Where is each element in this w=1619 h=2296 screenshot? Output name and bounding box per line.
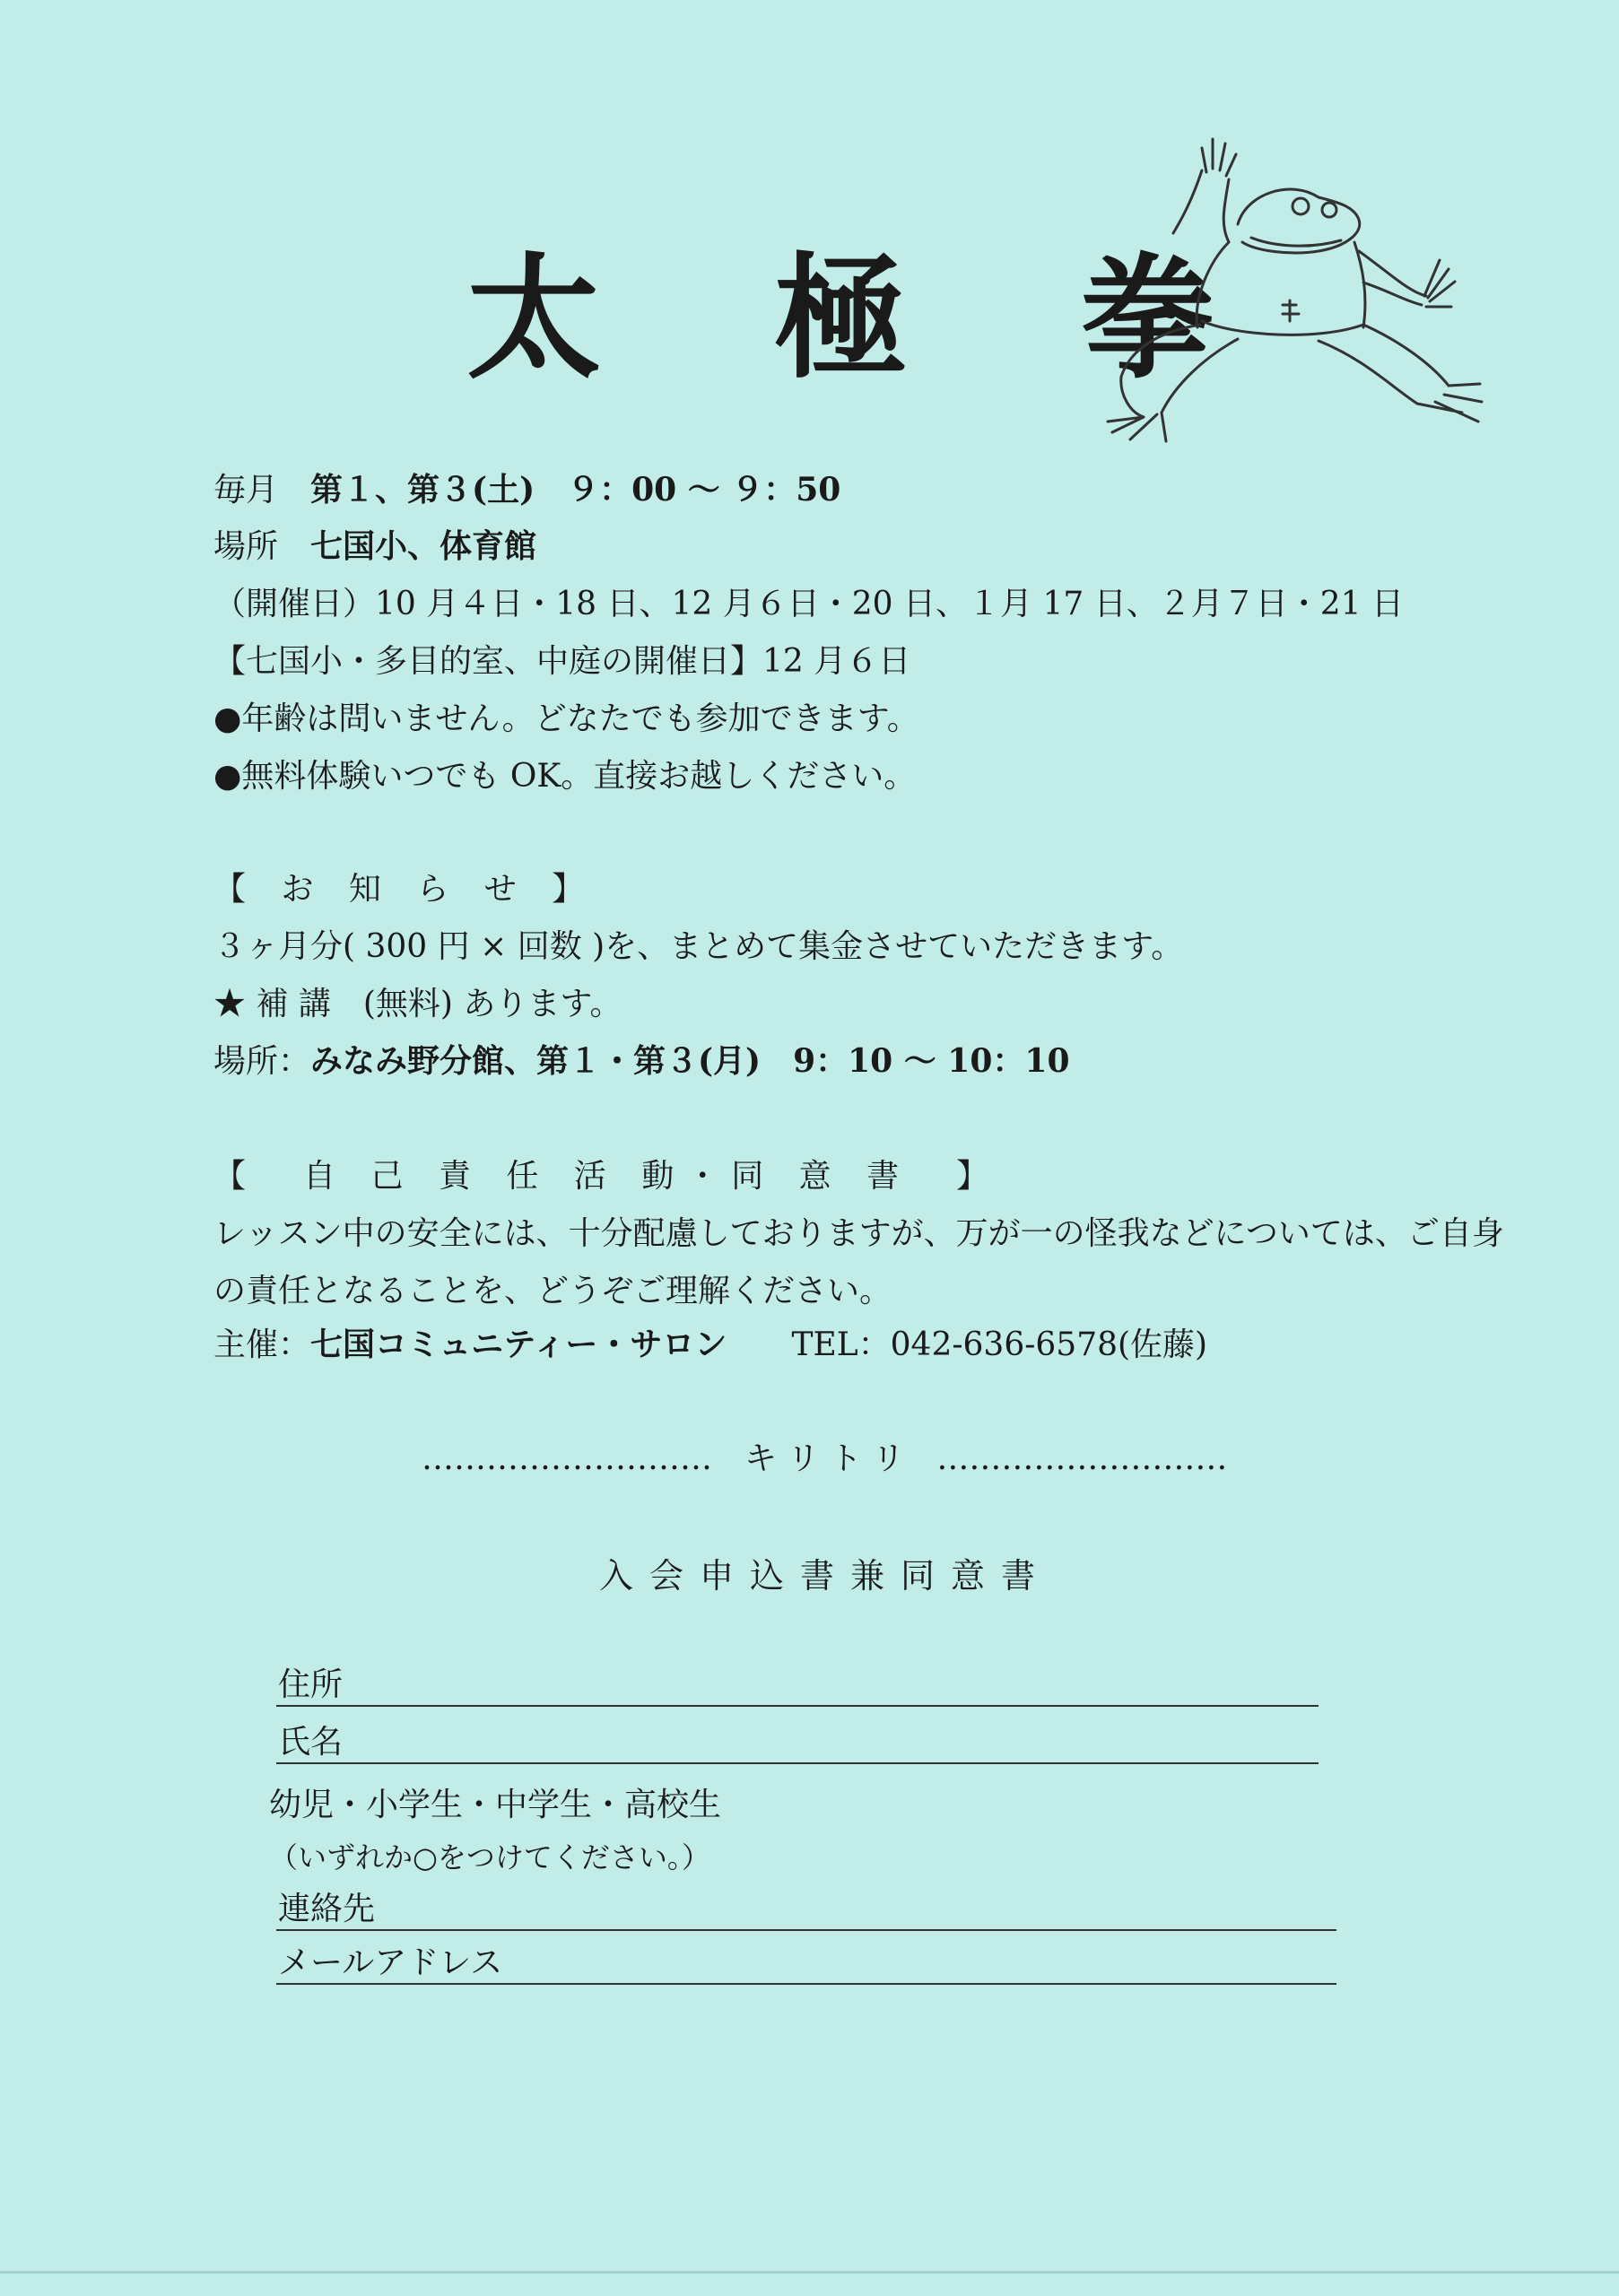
consent-heading: 【 自 己 責 任 活 動・同 意 書 】: [213, 1158, 1002, 1195]
consent-line-1: レッスン中の安全には、十分配慮しておりますが、万が一の怪我などについては、ご自身: [213, 1215, 1504, 1252]
makeup-place-label: 場所：: [213, 1043, 311, 1080]
contact-field[interactable]: [276, 1889, 1336, 1931]
scan-edge: [0, 2271, 1619, 2274]
notice-makeup: ★ 補 講 (無料) あります。: [213, 986, 622, 1022]
note-trial: ●無料体験いつでも OK。直接お越しください。: [213, 758, 917, 795]
schedule-place: [213, 527, 536, 566]
note-age: ●年齢は問いません。どなたでも参加できます。: [213, 700, 919, 737]
organizer-tel: TEL：042-636-6578(佐藤): [791, 1326, 1208, 1363]
email-label: メールアドレス: [278, 1944, 503, 1981]
name-label: 氏名: [278, 1724, 344, 1761]
grade-note: （いずれか○をつけてください。）: [269, 1840, 710, 1874]
form-title: 入会申込書兼同意書: [599, 1556, 1052, 1596]
email-field[interactable]: [276, 1943, 1336, 1985]
place-value: 七国小、体育館: [310, 527, 537, 565]
notice-heading: 【 お 知 ら せ 】: [213, 871, 597, 908]
consent-line-2: の責任となることを、どうぞご理解ください。: [213, 1273, 892, 1309]
place-label: 場所: [213, 528, 279, 565]
organizer-value: 七国コミュニティー・サロン: [310, 1326, 727, 1363]
schedule-alt-venue: 【七国小・多目的室、中庭の開催日】12 月６日: [213, 643, 911, 680]
schedule-dates: （開催日）10 月４日・18 日、12 月６日・20 日、１月 17 日、２月７日・21 日: [213, 586, 1404, 622]
monthly-value: 第１、第３(土) ９：00 〜 ９：50: [310, 471, 841, 509]
contact-label: 連絡先: [278, 1891, 376, 1927]
frog-taichi-icon: [1094, 117, 1489, 457]
page-title: 太 極 拳: [466, 239, 1278, 397]
notice-makeup-place: [213, 1042, 1070, 1081]
notice-fee: ３ヶ月分( 300 円 × 回数 )を、まとめて集金させていただきます。: [213, 928, 1184, 965]
monthly-label: 毎月: [213, 472, 279, 509]
cut-line: ……………………… キ リ ト リ ………………………: [422, 1440, 1228, 1477]
makeup-place-value: みなみ野分館、第１・第３(月) 9：10 〜 10：10: [310, 1042, 1070, 1080]
schedule-monthly: [213, 471, 840, 509]
organizer-label: 主催：: [213, 1326, 311, 1363]
name-field[interactable]: [276, 1722, 1319, 1764]
organizer: [213, 1326, 1207, 1364]
grade-options: 幼児・小学生・中学生・高校生: [269, 1787, 722, 1823]
address-label: 住所: [278, 1666, 344, 1703]
address-field[interactable]: [276, 1665, 1319, 1707]
